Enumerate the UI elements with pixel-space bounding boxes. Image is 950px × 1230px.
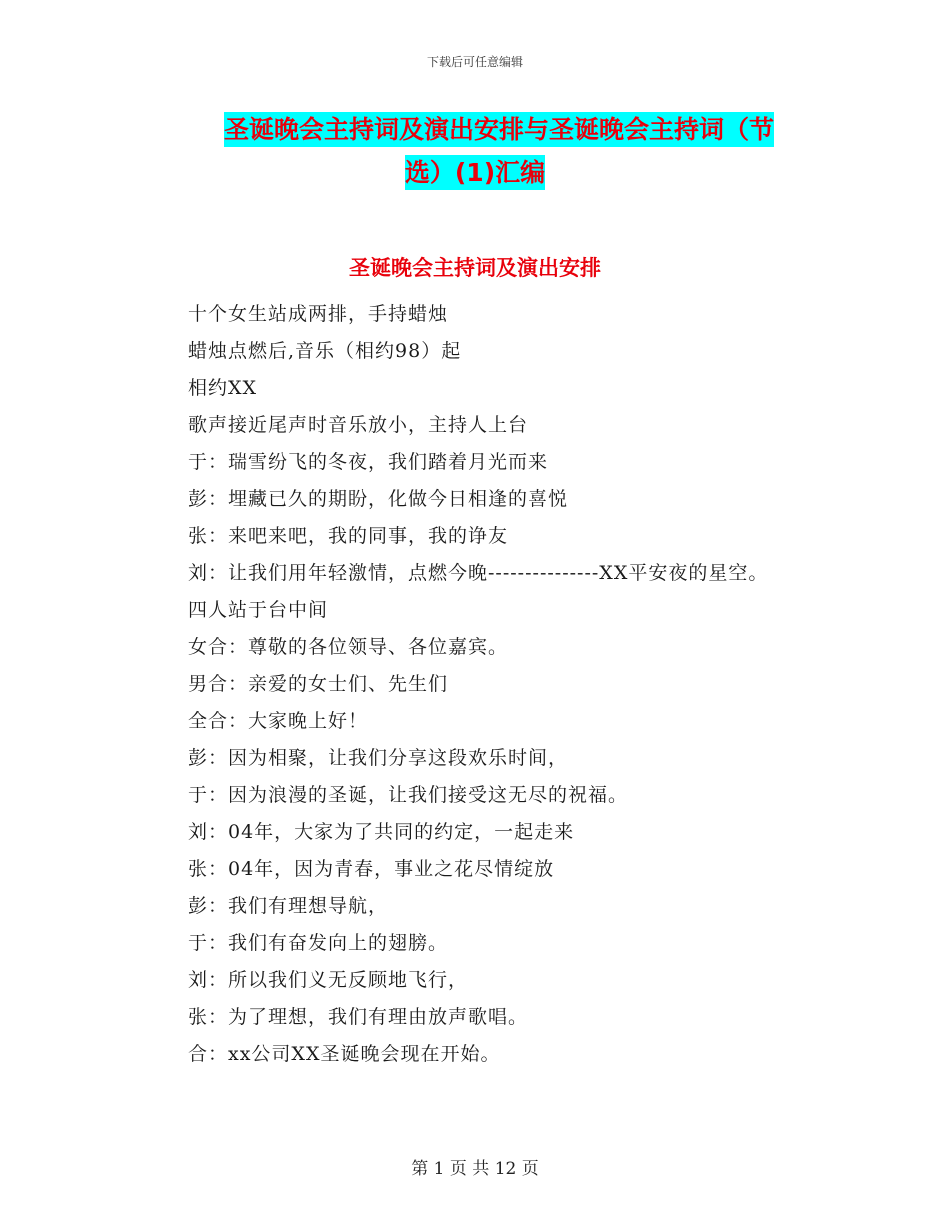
paragraph: 于：我们有奋发向上的翅膀。 [188, 932, 449, 954]
page-header-note: 下载后可任意编辑 [426, 55, 523, 69]
page-number-footer: 第 1 页 共 12 页 [411, 1159, 539, 1179]
paragraph: 全合：大家晚上好！ [188, 710, 369, 732]
section-title: 圣诞晚会主持词及演出安排 [349, 256, 601, 280]
paragraph: 十个女生站成两排，手持蜡烛 [188, 303, 449, 325]
paragraph: 四人站于台中间 [188, 599, 329, 621]
paragraph: 刘：让我们用年轻激情，点燃今晚---------------XX平安夜的星空。 [188, 562, 769, 584]
paragraph: 男合：亲爱的女士们、先生们 [188, 673, 449, 695]
title-highlight-2: 选）(1)汇编 [405, 155, 545, 190]
document-title-line-2 [0, 160, 950, 185]
paragraph: 张：来吧来吧，我的同事，我的诤友 [188, 525, 509, 547]
paragraph: 于：因为浪漫的圣诞，让我们接受这无尽的祝福。 [188, 784, 629, 806]
paragraph: 张：为了理想，我们有理由放声歌唱。 [188, 1006, 529, 1028]
document-title-line-1 [24, 117, 950, 142]
paragraph: 彭：我们有理想导航， [188, 895, 389, 917]
paragraph: 蜡烛点燃后,音乐（相约98）起 [188, 340, 462, 362]
paragraph: 彭：埋藏已久的期盼，化做今日相逢的喜悦 [188, 488, 569, 510]
paragraph: 歌声接近尾声时音乐放小，主持人上台 [188, 414, 529, 436]
document-body [142, 296, 812, 1073]
title-highlight-1: 圣诞晚会主持词及演出安排与圣诞晚会主持词（节 [224, 112, 774, 147]
paragraph: 刘：所以我们义无反顾地飞行， [188, 969, 469, 991]
paragraph: 彭：因为相聚，让我们分享这段欢乐时间， [188, 747, 569, 769]
paragraph: 于：瑞雪纷飞的冬夜，我们踏着月光而来 [188, 451, 549, 473]
paragraph: 女合：尊敬的各位领导、各位嘉宾。 [188, 636, 509, 658]
paragraph: 相约XX [188, 377, 258, 399]
paragraph: 刘：04年，大家为了共同的约定，一起走来 [188, 821, 575, 843]
paragraph: 合：xx公司XX圣诞晚会现在开始。 [188, 1043, 501, 1065]
paragraph: 张：04年，因为青春，事业之花尽情绽放 [188, 858, 555, 880]
